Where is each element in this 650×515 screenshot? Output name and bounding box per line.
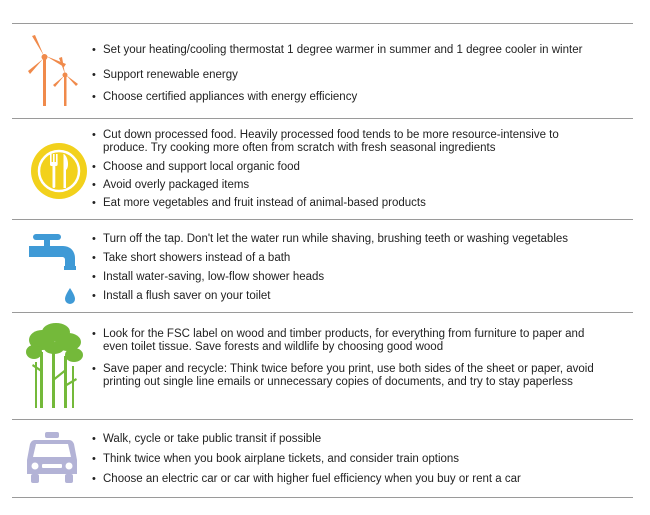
forest-tip-list bbox=[92, 328, 612, 389]
food-tip-list bbox=[92, 129, 612, 210]
list-item: • Eat more vegetables and fruit instead of animal-based products bbox=[92, 197, 612, 210]
divider-4 bbox=[12, 419, 633, 420]
list-item: • Cut down processed food. Heavily processed food tends to be more resource-intensive to produce. Try cooking more often from scratch with fresh seasonal ingredients bbox=[92, 129, 583, 155]
list-item: • Take short showers instead of a bath bbox=[92, 252, 612, 265]
energy-tip-list bbox=[92, 44, 612, 104]
list-item: • Install water-saving, low-flow shower heads bbox=[92, 271, 612, 284]
list-item: • Choose and support local organic food bbox=[92, 161, 612, 174]
list-item: • Install a flush saver on your toilet bbox=[92, 290, 612, 303]
wind-turbine-icon bbox=[26, 34, 74, 110]
divider-bottom bbox=[12, 497, 633, 498]
water-tap-icon bbox=[27, 230, 75, 306]
divider-top bbox=[12, 23, 633, 24]
divider-3 bbox=[12, 312, 633, 313]
trees-icon bbox=[26, 322, 74, 410]
list-item: • Choose an electric car or car with higher fuel efficiency when you buy or rent a car bbox=[92, 473, 612, 486]
list-item: • Look for the FSC label on wood and timber products, for everything from furniture to paper and even toilet tissue. Save forests and wildlife by choosing good wood bbox=[92, 328, 603, 354]
bus-icon bbox=[25, 430, 73, 486]
transport-tip-list bbox=[92, 433, 612, 486]
list-item: • Walk, cycle or take public transit if possible bbox=[92, 433, 612, 446]
plate-cutlery-icon bbox=[30, 142, 78, 200]
water-tip-list bbox=[92, 233, 612, 303]
list-item: • Avoid overly packaged items bbox=[92, 179, 612, 192]
divider-2 bbox=[12, 219, 633, 220]
list-item: • Choose certified appliances with energy efficiency bbox=[92, 91, 612, 104]
list-item: • Save paper and recycle: Think twice before you print, use both sides of the sheet or paper, avoid printing out single line emails or unnecessary copies of documents, and try to stay paperless bbox=[92, 363, 603, 389]
divider-1 bbox=[12, 118, 633, 119]
list-item: • Set your heating/cooling thermostat 1 degree warmer in summer and 1 degree cooler in winter bbox=[92, 44, 612, 57]
list-item: • Think twice when you book airplane tickets, and consider train options bbox=[92, 453, 612, 466]
list-item: • Support renewable energy bbox=[92, 69, 612, 82]
list-item: • Turn off the tap. Don't let the water run while shaving, brushing teeth or washing vegetables bbox=[92, 233, 633, 246]
